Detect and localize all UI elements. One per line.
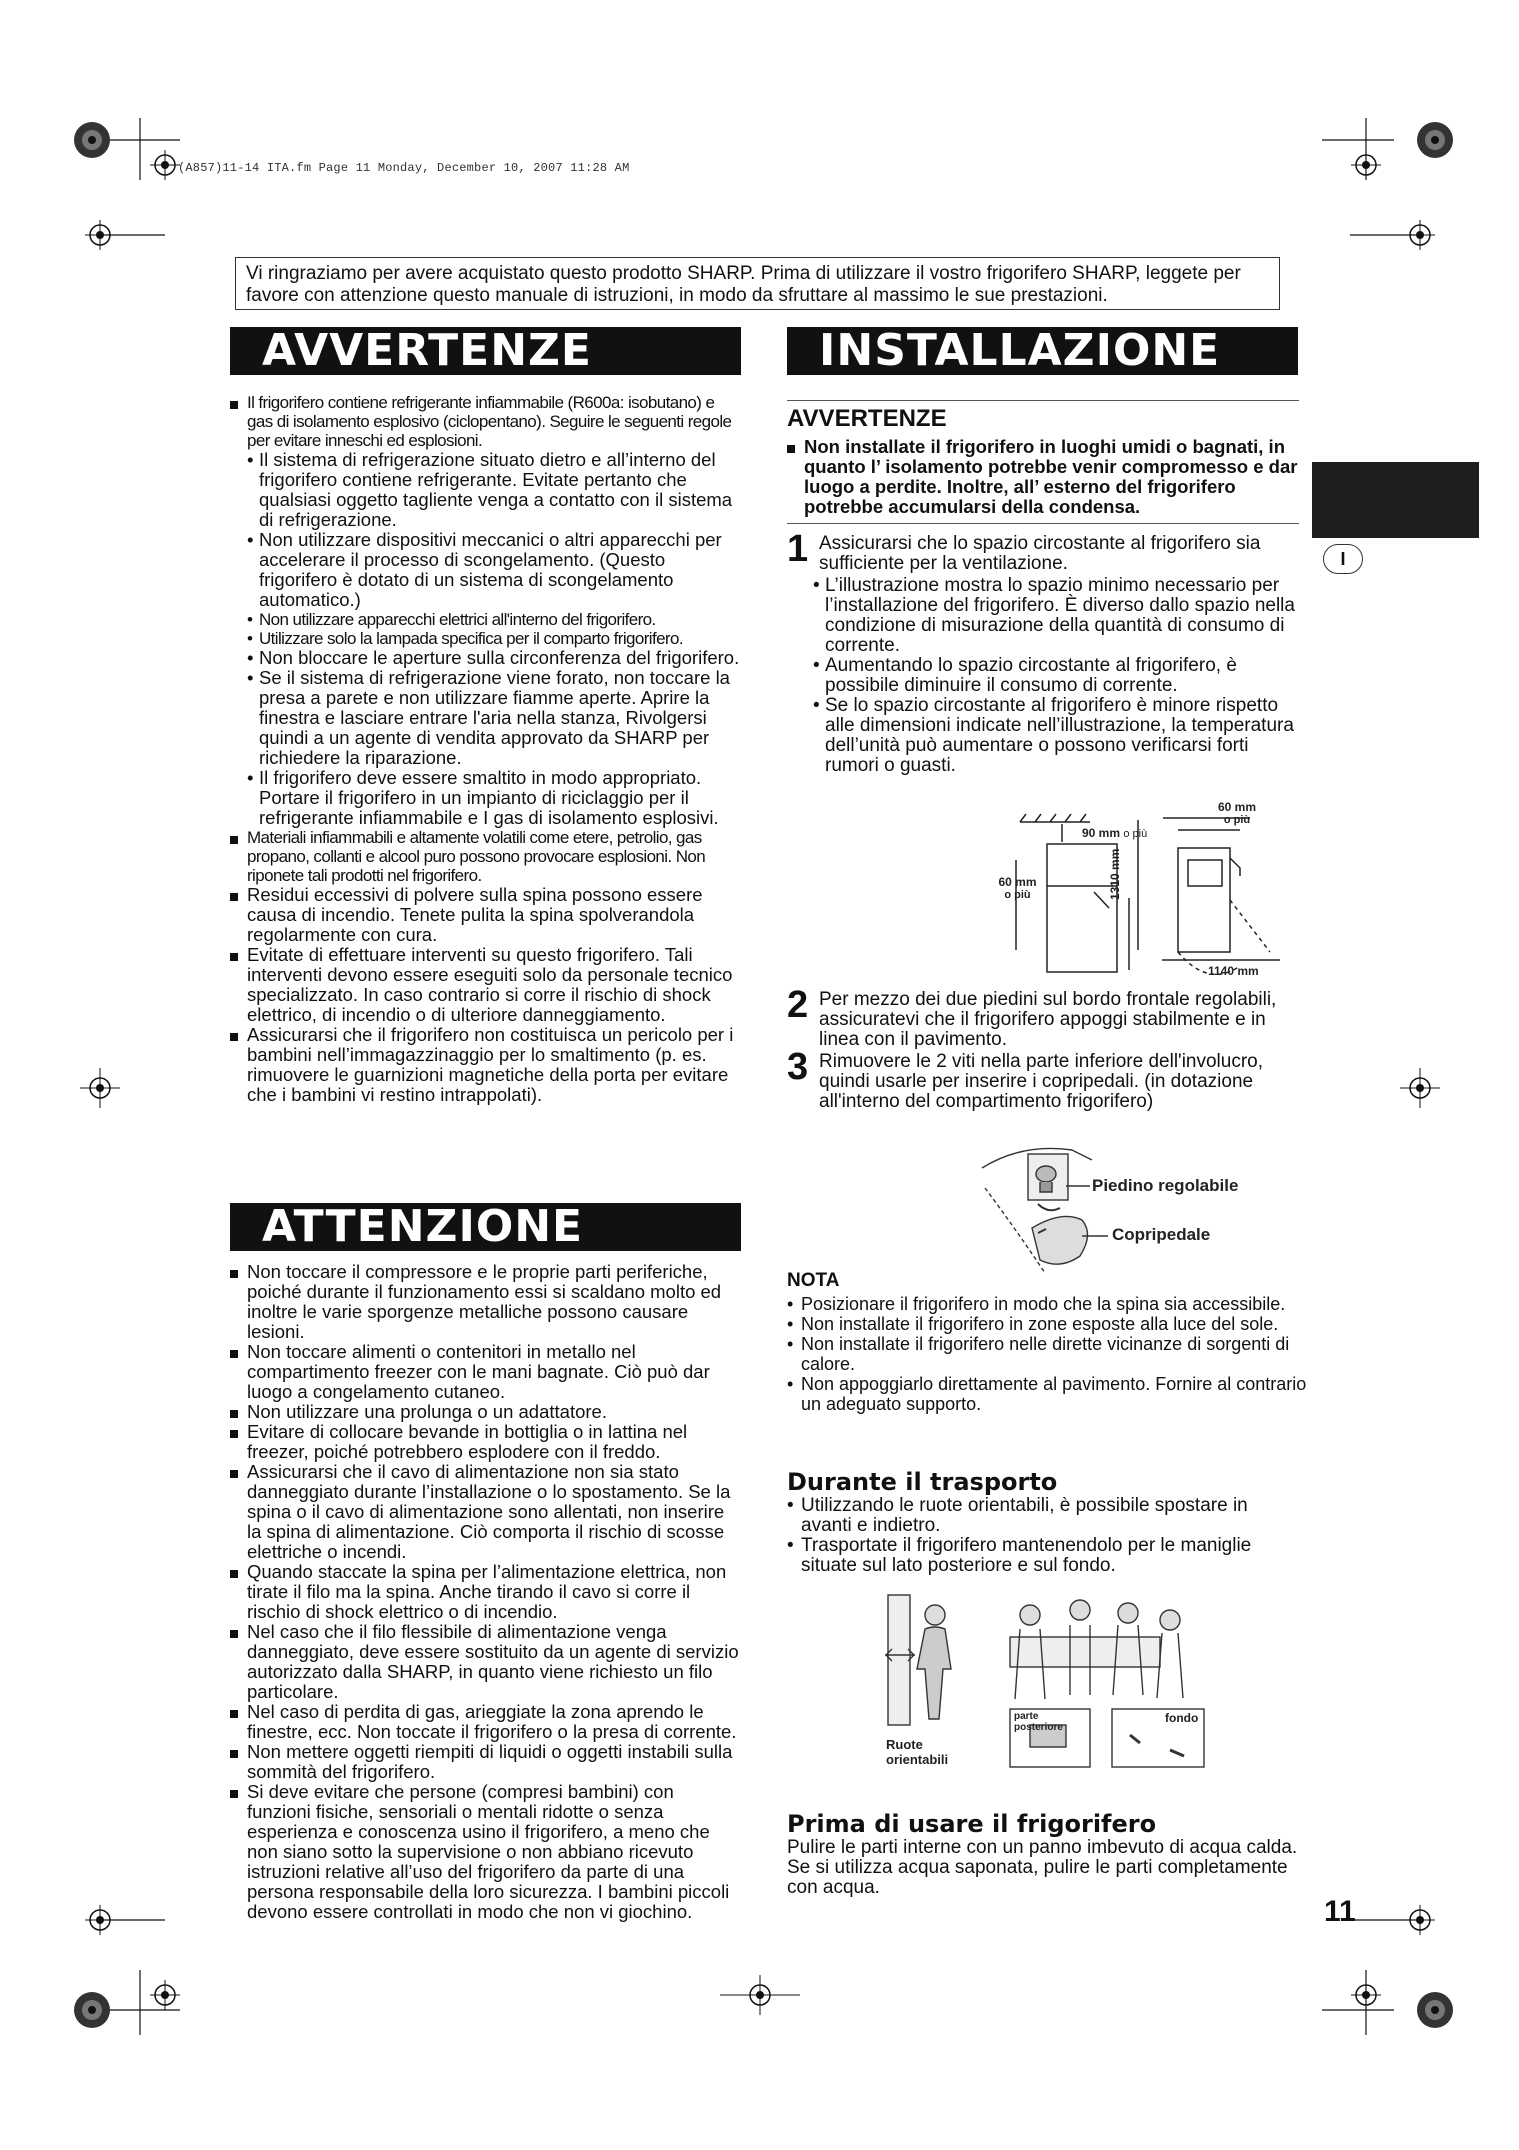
left-clearance-label (990, 875, 1045, 901)
step-number: 2 (787, 984, 809, 1026)
step-text: Rimuovere le 2 viti nella parte inferiore dell'involucro, quindi usarle per inserire i copripedali. (in dotazione all'interno del compartimento frigorifero) (819, 1051, 1264, 1112)
suffix: o più (1123, 828, 1148, 840)
top-clearance-label (1082, 826, 1147, 840)
language-indicator: I (1323, 544, 1363, 574)
avvertenze-list (230, 393, 742, 1105)
list-item: • Aumentando lo spazio circostante al frigorifero, è possibile diminuire il consumo di corrente. (787, 656, 1299, 696)
list-item: • Il frigorifero deve essere smaltito in modo appropriato. Portare il frigorifero in un impianto di riciclaggio per il refrigerante infiammabile e I gas di isolamento esplosivi. (230, 768, 742, 828)
value: 90 mm (1082, 826, 1121, 840)
list-item: • Il sistema di refrigerazione situato dietro e all’interno del frigorifero contiene refrigerante. Evitate pertanto che qualsiasi oggetto tagliente venga a contatto con il sistema di refrigerazione. (230, 450, 742, 530)
foot-illustration (980, 1138, 1290, 1278)
height-label: 1310 mm (1108, 848, 1122, 900)
clearance-figure (990, 800, 1300, 980)
list-item: Evitare di collocare bevande in bottiglia o in lattina nel freezer, poiché potrebbero esplodere con il freddo. (230, 1422, 742, 1462)
foot-label: Piedino regolabile (1092, 1176, 1239, 1195)
list-item: Nel caso di perdita di gas, arieggiate la zona aprendo le finestre, ecc. Non toccate il frigorifero o la presa di corrente. (230, 1702, 742, 1742)
list-item: • Non installate il frigorifero nelle dirette vicinanze di sorgenti di calore. (787, 1334, 1307, 1374)
list-item: Residui eccessivi di polvere sulla spina possono essere causa di incendio. Tenete pulita la spina spolverandola regolarmente con cura. (230, 885, 742, 945)
trasporto-title: Durante il trasporto (787, 1468, 1058, 1496)
step-text: Assicurarsi che lo spazio circostante al frigorifero sia sufficiente per la ventilazione. (819, 533, 1261, 574)
prima-section (787, 1810, 1299, 1898)
nota-section (787, 1270, 1307, 1414)
list-item: Nel caso che il filo flessibile di alimentazione venga danneggiato, deve essere sostituito da un agente di servizio autorizzato dalla SHARP, in quanto viene richiesto un filo particolare. (230, 1622, 742, 1702)
value: 60 mm (998, 875, 1037, 889)
list-item: Non toccare alimenti o contenitori in metallo nel compartimento freezer con le mani bagnate. Ciò può dar luogo a congelamento cutaneo. (230, 1342, 742, 1402)
file-header: (A857)11-14 ITA.fm Page 11 Monday, December 10, 2007 11:28 AM (178, 161, 630, 175)
nota-title: NOTA (787, 1270, 840, 1291)
step-3 (787, 1046, 1299, 1112)
cover-label: Copripedale (1112, 1225, 1211, 1244)
trasporto-section (787, 1468, 1299, 1576)
value: 60 mm (1217, 800, 1257, 814)
suffix: o più (1004, 889, 1031, 901)
list-item: Quando staccate la spina per l’alimentazione elettrica, non tirate il filo ma la spina. Anche tirando il cavo si corre il rischio di shock elettrico o di incendio. (230, 1562, 742, 1622)
warn-title: AVVERTENZE (787, 400, 1299, 433)
list-item: • Utilizzare solo la lampada specifica per il comparto frigorifero. (230, 629, 742, 648)
right-clearance-label (1207, 800, 1267, 826)
suffix: o più (1223, 814, 1251, 826)
list-item: • Se il sistema di refrigerazione viene forato, non toccare la presa a parete e non utilizzare fiamme aperte. Aprire la finestra e lasciare entrare l'aria nella stanza, Rivolgersi quindi a un agente di vendita approvato da SHARP per richiedere la riparazione. (230, 668, 742, 768)
list-item: • L’illustrazione mostra lo spazio minimo necessario per l’installazione del frigorifero. È diverso dallo spazio nella condizione di misurazione della quantità di consumo di corrente. (787, 576, 1299, 656)
prima-text: Pulire le parti interne con un panno imbevuto di acqua calda. Se si utilizza acqua saponata, pulire le parti completamente con acqua. (787, 1837, 1298, 1898)
sub-list (230, 450, 742, 828)
list-item: Evitate di effettuare interventi su questo frigorifero. Tali interventi devono essere eseguiti solo da personale tecnico specializzato. In caso contrario si corre il rischio di shock elettrico, di incendio o di ulteriore danneggiamento. (230, 945, 742, 1025)
step-number: 3 (787, 1046, 809, 1088)
list-item: • Utilizzando le ruote orientabili, è possibile spostare in avanti e indietro. (787, 1496, 1299, 1536)
list-item: • Posizionare il frigorifero in modo che la spina sia accessibile. (787, 1294, 1307, 1314)
list-item: Non mettere oggetti riempiti di liquidi o oggetti instabili sulla sommità del frigorifero. (230, 1742, 742, 1782)
list-item: • Non appoggiarlo direttamente al pavimento. Fornire al contrario un adeguato supporto. (787, 1374, 1307, 1414)
list-item: • Trasportate il frigorifero mantenendolo per le maniglie situate sul lato posteriore e sul fondo. (787, 1536, 1299, 1576)
intro-box: Vi ringraziamo per avere acquistato questo prodotto SHARP. Prima di utilizzare il vostro frigorifero SHARP, leggete per favore con attenzione questo manuale di istruzioni, in modo da sfruttare al massimo le sue prestazioni. (235, 257, 1280, 310)
transport-figure (880, 1585, 1210, 1775)
step-2 (787, 984, 1299, 1050)
steps-2-3 (787, 984, 1299, 1112)
list-item: Assicurarsi che il frigorifero non costituisca un pericolo per i bambini nell’immagazzinaggio per lo smaltimento (p. es. rimuovere le guarnizioni magnetiche della porta per evitare che i bambini vi restino intrappolati). (230, 1025, 742, 1105)
step-number: 1 (787, 528, 809, 570)
step-text: Per mezzo dei due piedini sul bordo frontale regolabili, assicuratevi che il frigorifero appoggi stabilmente e in linea con il pavimento. (819, 989, 1277, 1050)
list-item: Non utilizzare una prolunga o un adattatore. (230, 1402, 742, 1422)
section-tab (1312, 462, 1479, 538)
list-item: • Non utilizzare dispositivi meccanici o altri apparecchi per accelerare il processo di scongelamento. (Questo frigorifero è dotato di un sistema di scongelamento automatico.) (230, 530, 742, 610)
bottom-label: fondo (1165, 1711, 1199, 1725)
list-item: • Non bloccare le aperture sulla circonferenza del frigorifero. (230, 648, 742, 668)
avvertenze-banner: AVVERTENZE (230, 327, 741, 375)
list-item: • Non utilizzare apparecchi elettrici all'interno del frigorifero. (230, 610, 742, 629)
list-item: Assicurarsi che il cavo di alimentazione non sia stato danneggiato durante l’installazione o lo spostamento. Se la spina o il cavo di alimentazione sono allentati, non inserire la spina di alimentazione. Ciò comporta il rischio di scosse elettriche o incendi. (230, 1462, 742, 1562)
list-item: Si deve evitare che persone (compresi bambini) con funzioni fisiche, sensoriali o mentali ridotte o senza esperienza e conoscenza usino il frigorifero, a meno che non siano sotto la supervisione o non abbiano ricevuto istruzioni relative all’uso del frigorifero da parte di una persona responsabile della loro sicurezza. I bambini piccoli devono essere controllati in modo che non vi giochino. (230, 1782, 742, 1922)
depth-label: 1140 mm (1208, 964, 1259, 978)
rear-label: parte posteriore (1014, 1711, 1063, 1733)
wheels-label: Ruote orientabili (886, 1737, 949, 1767)
list-item: Il frigorifero contiene refrigerante infiammabile (R600a: isobutano) e gas di isolamento esplosivo (ciclopentano). Seguire le seguenti regole per evitare inneschi ed esplosioni. (230, 393, 742, 450)
attenzione-list (230, 1262, 742, 1922)
warn-text: Non installate il frigorifero in luoghi umidi o bagnati, in quanto l’ isolamento potrebbe venir compromesso e dar luogo a perdite. Inoltre, all’ esterno del frigorifero potrebbe accumularsi della condensa. (787, 437, 1299, 524)
installazione-banner: INSTALLAZIONE (787, 327, 1298, 375)
list-item: • Non installate il frigorifero in zone esposte alla luce del sole. (787, 1314, 1307, 1334)
list-item: • Se lo spazio circostante al frigorifero è minore rispetto alle dimensioni indicate nell’illustrazione, la temperatura dell’unità può aumentare o possono verificarsi forti rumori o guasti. (787, 696, 1299, 776)
attenzione-banner: ATTENZIONE (230, 1203, 741, 1251)
step-1 (787, 528, 1299, 574)
installazione-body (787, 400, 1299, 776)
list-item: Non toccare il compressore e le proprie parti periferiche, poiché durante il funzionamento essi si scaldano molto ed inoltre le varie sporgenze metalliche possono causare lesioni. (230, 1262, 742, 1342)
prima-title: Prima di usare il frigorifero (787, 1810, 1157, 1838)
foot-figure (980, 1138, 1290, 1278)
list-item: Materiali infiammabili e altamente volatili come etere, petrolio, gas propano, collanti e alcool puro possono provocare esplosioni. Non riponete tali prodotti nel frigorifero. (230, 828, 742, 885)
page-number: 11 (1324, 1895, 1356, 1928)
